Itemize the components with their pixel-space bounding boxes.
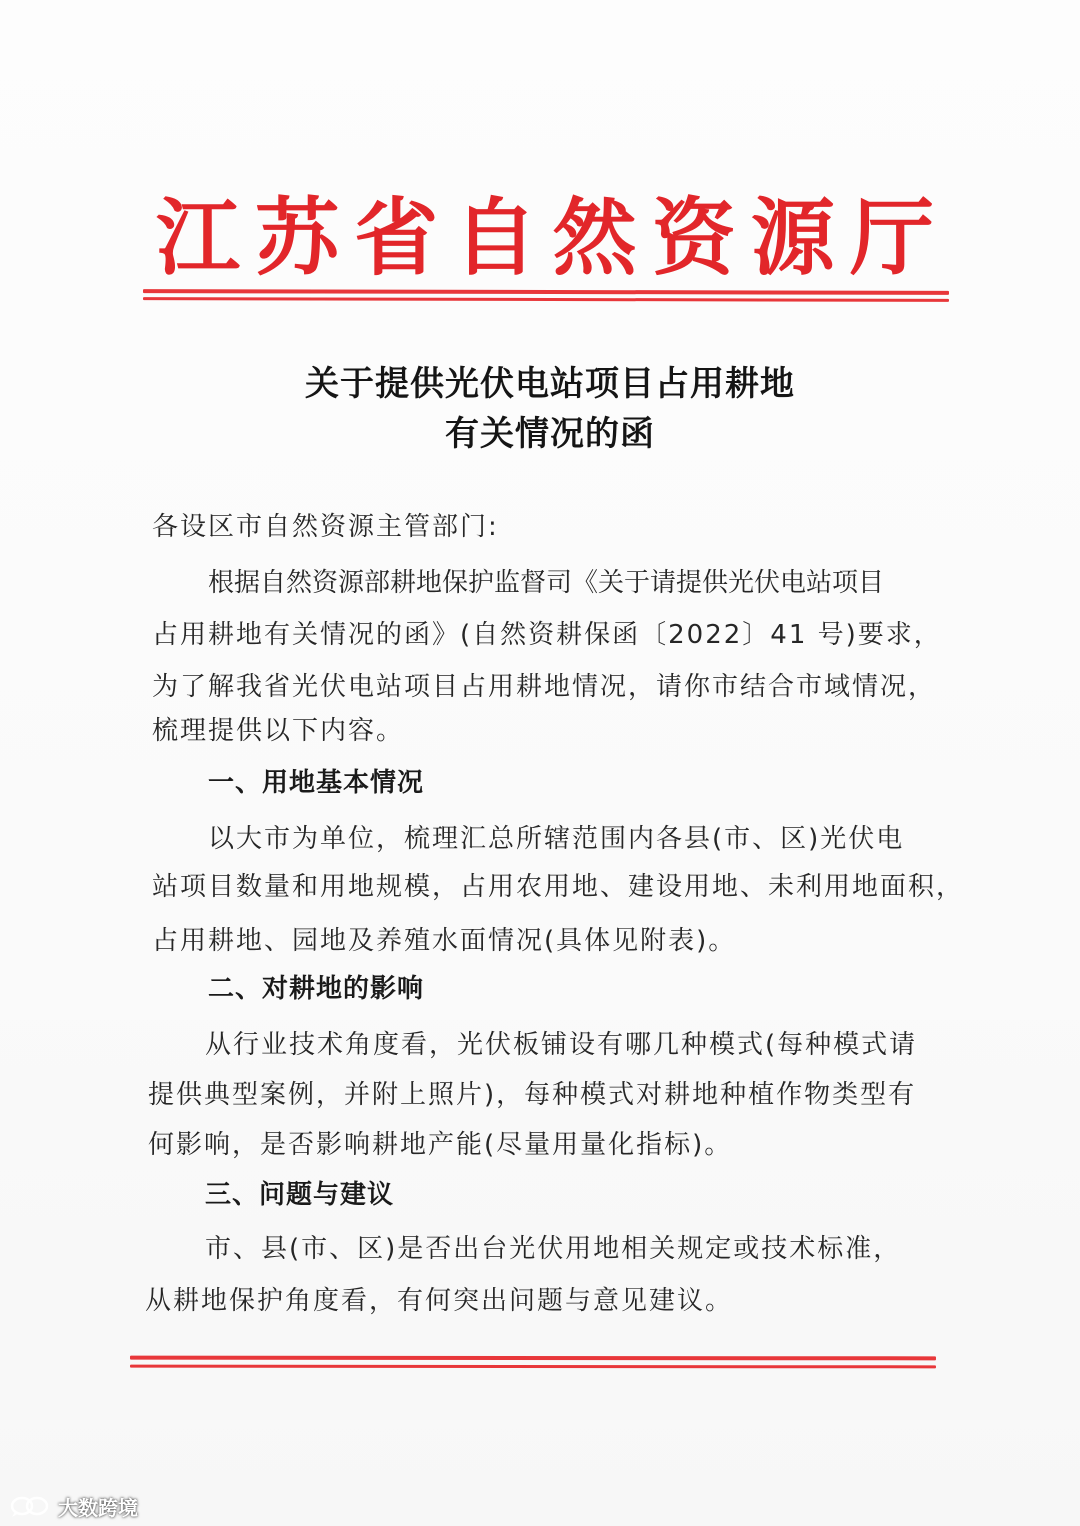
document-title-line-1: 关于提供光伏电站项目占用耕地 [305,364,795,404]
watermark [8,1488,138,1524]
letterhead-char: 江 [155,188,240,287]
letterhead-char: 苏 [255,188,340,287]
paragraph-1-line-2: 占用耕地有关情况的函》(自然资耕保函〔2022〕41 号)要求， [152,620,942,650]
paragraph-1-line-3: 为了解我省光伏电站项目占用耕地情况，请你市结合市域情况， [152,672,937,702]
paragraph-1-line-4: 梳理提供以下内容。 [152,716,405,746]
section-1-line-3: 占用耕地、园地及养殖水面情况(具体见附表)。 [152,926,737,956]
footer-divider-thick [130,1356,936,1361]
section-1-line-2: 站项目数量和用地规模，占用农用地、建设用地、未利用地面积， [152,872,965,902]
section-2-line-3: 何影响，是否影响耕地产能(尽量用量化指标)。 [148,1130,733,1160]
section-3-line-1: 市、县(市、区)是否出台光伏用地相关规定或技术标准， [205,1234,902,1264]
letterhead-char: 厅 [849,188,934,287]
letterhead-title [150,188,940,288]
footer-divider-thin [130,1365,936,1369]
section-2-heading: 二、对耕地的影响 [208,974,425,1004]
section-3-line-2: 从耕地保护角度看，有何突出问题与意见建议。 [145,1286,734,1316]
letterhead-char: 省 [354,188,439,287]
speech-bubble-logo-icon [8,1493,52,1519]
section-1-line-1: 以大市为单位，梳理汇总所辖范围内各县(市、区)光伏电 [208,824,905,854]
document-title-line-2: 有关情况的函 [445,414,655,454]
section-2-line-2: 提供典型案例，并附上照片)，每种模式对耕地种植作物类型有 [148,1080,917,1110]
letterhead-char: 资 [651,188,736,287]
section-3-heading: 三、问题与建议 [205,1180,395,1210]
letterhead-char: 自 [453,188,538,287]
watermark-text: 大数跨境 [58,1495,138,1520]
letterhead-char: 源 [750,188,835,287]
section-1-heading: 一、用地基本情况 [208,768,425,798]
salutation: 各设区市自然资源主管部门: [152,512,499,542]
paragraph-1-line-1: 根据自然资源部耕地保护监督司《关于请提供光伏电站项目 [208,568,885,598]
letterhead-divider-thin [143,297,949,302]
letterhead-divider-thick [143,289,949,295]
letterhead-char: 然 [552,188,637,287]
section-2-line-1: 从行业技术角度看，光伏板铺设有哪几种模式(每种模式请 [205,1030,918,1060]
